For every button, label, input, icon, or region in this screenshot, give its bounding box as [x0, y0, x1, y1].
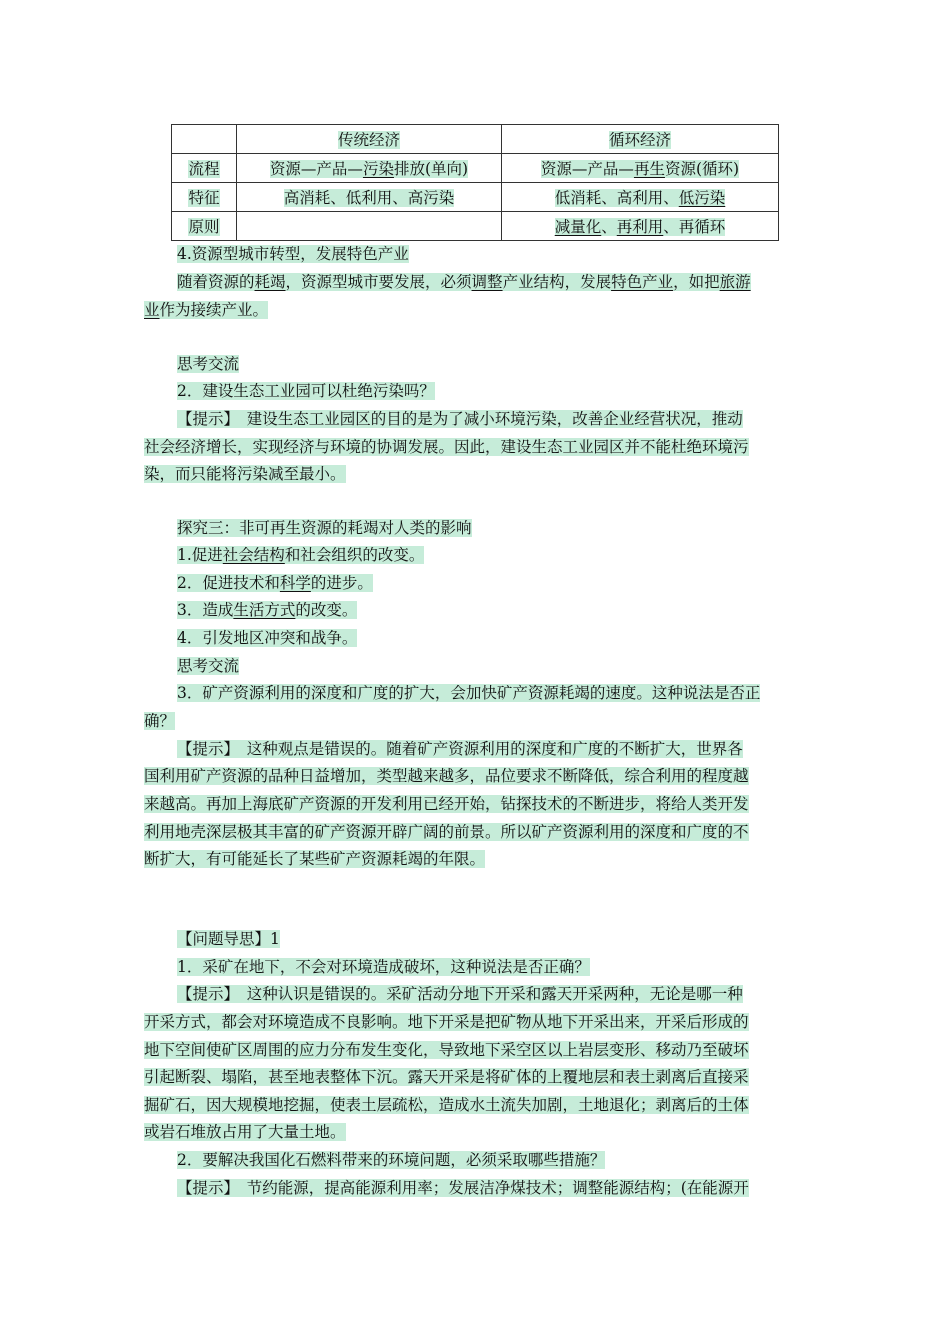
row-label-cell: [172, 154, 237, 183]
answer-line: [144, 436, 808, 458]
answer-text: 或岩石堆放占用了大量土地。: [144, 1123, 346, 1141]
cell-text-part: 、再循环: [663, 218, 726, 236]
row-label: 流程: [188, 160, 220, 178]
text-part: 和社会组织的改变。: [284, 546, 425, 564]
answer-line: [177, 408, 841, 430]
answer-text: 断扩大，有可能延长了某些矿产资源耗竭的年限。: [144, 850, 486, 868]
cell-text-part: 减量化: [554, 218, 602, 236]
table-cell: [502, 212, 779, 241]
answer-line: [144, 821, 808, 843]
cell-text-part: 资源—产品—: [269, 160, 363, 178]
answer-line: [144, 1039, 808, 1061]
list-item-text: [177, 574, 373, 592]
cell-text: [541, 160, 739, 178]
text-part: 耗竭: [254, 273, 286, 291]
table-cell: [237, 154, 502, 183]
paragraph-text: [177, 273, 751, 291]
text-part: 的改变。: [295, 601, 358, 619]
answer-text: 社会经济增长，实现经济与环境的协调发展。因此，建设生态工业园区并不能杜绝环境污: [144, 438, 749, 456]
list-item: [177, 599, 841, 621]
table-cell: [502, 183, 779, 212]
answer-line: [144, 848, 808, 870]
text-part: 生活方式: [233, 601, 296, 619]
question-line: [144, 710, 808, 732]
question-text: 3．矿产资源利用的深度和广度的扩大，会加快矿产资源耗竭的速度。这种说法是否正: [177, 684, 761, 702]
guide-title-text: 【问题导思】1: [177, 930, 280, 948]
table-header-row: [172, 125, 779, 154]
answer-line: [144, 1011, 808, 1033]
answer-line: [144, 1121, 808, 1143]
text-part: 调整: [471, 273, 503, 291]
answer-text: 【提示】 这种认识是错误的。采矿活动分地下开采和露天开采两种，无论是哪一种: [177, 985, 743, 1003]
question-text: 2．建设生态工业园可以杜绝污染吗？: [177, 382, 435, 400]
answer-text: 掘矿石，因大规模地挖掘，使表土层疏松，造成水土流失加剧，土地退化；剥离后的土体: [144, 1096, 749, 1114]
table-header-cell: [237, 125, 502, 154]
list-item: [177, 544, 841, 566]
cell-text-part: 再利用: [616, 218, 664, 236]
text-part: 2．促进技术和: [177, 574, 280, 592]
think-heading: [177, 353, 841, 375]
list-item: [177, 572, 841, 594]
answer-line: [144, 463, 808, 485]
answer-line: [177, 983, 841, 1005]
cell-text-part: 低污染: [678, 189, 726, 207]
question-text: 1．采矿在地下，不会对环境造成破坏，这种说法是否正确？: [177, 958, 590, 976]
question-text: 2．要解决我国化石燃料带来的环境问题，必须采取哪些措施？: [177, 1151, 606, 1169]
row-label-cell: [172, 212, 237, 241]
text-part: 旅游: [719, 273, 751, 291]
table-header-cell: [502, 125, 779, 154]
table-cell: [502, 154, 779, 183]
table-cell: [237, 212, 502, 241]
text-part: 产业结构，发展: [502, 273, 612, 291]
cell-text-part: 再生: [633, 160, 665, 178]
table-row: [172, 154, 779, 183]
cell-text-part: 污染: [362, 160, 394, 178]
question-line: [177, 682, 841, 704]
text-part: 作为接续产业。: [159, 301, 269, 319]
row-label-cell: [172, 183, 237, 212]
cell-text: [555, 189, 726, 207]
list-item: [177, 627, 841, 649]
table-header-cell: [172, 125, 237, 154]
cell-text-part: 、: [601, 218, 617, 236]
list-item-text: 4．引发地区冲突和战争。: [177, 629, 358, 647]
answer-text: 利用地壳深层极其丰富的矿产资源开辟广阔的前景。所以矿产资源利用的深度和广度的不: [144, 823, 749, 841]
text-part: 科学: [279, 574, 311, 592]
section-4-title-text: 4.资源型城市转型，发展特色产业: [177, 245, 409, 263]
table-row: [172, 212, 779, 241]
table-row: [172, 183, 779, 212]
cell-text: [555, 218, 726, 236]
answer-line: [144, 765, 808, 787]
answer-text: 【提示】 这种观点是错误的。随着矿产资源利用的深度和广度的不断扩大，世界各: [177, 740, 743, 758]
text-part: ，资源型城市要发展，必须: [285, 273, 472, 291]
row-label: 原则: [188, 218, 220, 236]
text-part: 业: [144, 301, 160, 319]
table-cell: [237, 183, 502, 212]
row-label: 特征: [188, 189, 220, 207]
text-part: 的进步。: [310, 574, 373, 592]
cell-text-part: 资源(循环): [664, 160, 740, 178]
text-part: 随着资源的: [177, 273, 255, 291]
paragraph-line: [177, 271, 808, 293]
answer-line: [144, 793, 808, 815]
answer-text: 【提示】 节约能源，提高能源利用率；发展洁净煤技术；调整能源结构；(在能源开: [177, 1179, 749, 1197]
list-item-text: [177, 601, 357, 619]
explore-3-title-text: 探究三：非可再生资源的耗竭对人类的影响: [177, 519, 472, 537]
text-part: 3．造成: [177, 601, 234, 619]
guide-title: [177, 928, 841, 950]
text-part: 1.促进: [177, 546, 223, 564]
text-part: ，如把: [673, 273, 720, 291]
cell-text-part: 资源—产品—: [540, 160, 634, 178]
cell-text: [270, 160, 468, 178]
answer-text: 国利用矿产资源的品种日益增加，类型越来越多，品位要求不断降低，综合利用的程度越: [144, 767, 749, 785]
answer-line: [177, 738, 841, 760]
header-traditional: 传统经济: [337, 131, 400, 149]
text-part: 特色产业: [611, 273, 674, 291]
answer-text: 引起断裂、塌陷，甚至地表整体下沉。露天开采是将矿体的上覆地层和表土剥离后直接采: [144, 1068, 749, 1086]
cell-text: 高消耗、低利用、高污染: [283, 189, 455, 207]
answer-text: 来越高。再加上海底矿产资源的开发利用已经开始，钻探技术的不断进步，将给人类开发: [144, 795, 749, 813]
explore-3-title: [177, 517, 841, 539]
list-item-text: [177, 546, 424, 564]
question-text: 确？: [144, 712, 176, 730]
paragraph-text: [144, 301, 268, 319]
answer-line: [144, 1066, 808, 1088]
cell-text-part: 排放(单向): [393, 160, 469, 178]
answer-text: 地下空间使矿区周围的应力分布发生变化，导致地下采空区以上岩层变形、移动乃至破坏: [144, 1041, 749, 1059]
paragraph-line: [144, 299, 808, 321]
answer-text: 染，而只能将污染减至最小。: [144, 465, 346, 483]
answer-text: 开采方式，都会对环境造成不良影响。地下开采是把矿物从地下开采出来，开采后形成的: [144, 1013, 749, 1031]
section-4-title: [177, 243, 841, 265]
text-part: 社会结构: [222, 546, 285, 564]
economy-comparison-table: [171, 124, 779, 241]
think-heading: [177, 655, 841, 677]
question-line: [177, 956, 841, 978]
question-line: [177, 380, 841, 402]
answer-line: [177, 1177, 841, 1199]
question-line: [177, 1149, 841, 1171]
answer-line: [144, 1094, 808, 1116]
cell-text-part: 低消耗、高利用、: [554, 189, 679, 207]
answer-text: 【提示】 建设生态工业园区的目的是为了减小环境污染，改善企业经营状况，推动: [177, 410, 743, 428]
think-heading-text: 思考交流: [177, 355, 240, 373]
think-heading-text: 思考交流: [177, 657, 240, 675]
header-circular: 循环经济: [608, 131, 671, 149]
